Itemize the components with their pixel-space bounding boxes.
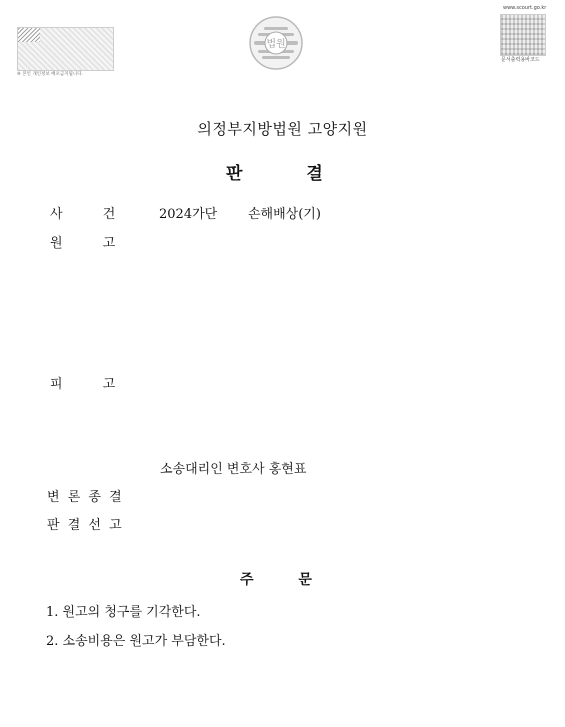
confidential-note: ※ 본인 개인정보 배포금지됩니다. <box>17 72 84 77</box>
qr-caption: 문서출력용바코드 <box>501 57 540 63</box>
document-title: 판 결 <box>226 164 323 184</box>
confidential-pattern <box>17 27 114 71</box>
court-name: 의정부지방법원 고양지원 <box>197 120 368 138</box>
defendant-label: 피 고 <box>50 377 116 392</box>
plaintiff-label: 원 고 <box>50 236 116 251</box>
order-item: 1. 원고의 청구를 기각한다. <box>46 605 201 620</box>
court-emblem-icon <box>248 15 304 71</box>
order-item: 2. 소송비용은 원고가 부담한다. <box>46 634 226 649</box>
case-name: 손해배상(기) <box>248 207 321 222</box>
order-title: 주 문 <box>240 572 312 588</box>
case-label: 사 건 <box>50 207 116 222</box>
judgment-date-label: 판 결 선 고 <box>47 518 122 533</box>
website-url: www.scourt.go.kr <box>503 5 547 11</box>
emblem-text: 법원 <box>266 39 286 50</box>
attorney-line: 소송대리인 변호사 홍현표 <box>160 462 307 477</box>
argument-closed-label: 변 론 종 결 <box>47 490 122 505</box>
case-number: 2024가단 <box>159 207 218 222</box>
qr-code-icon <box>500 14 546 56</box>
